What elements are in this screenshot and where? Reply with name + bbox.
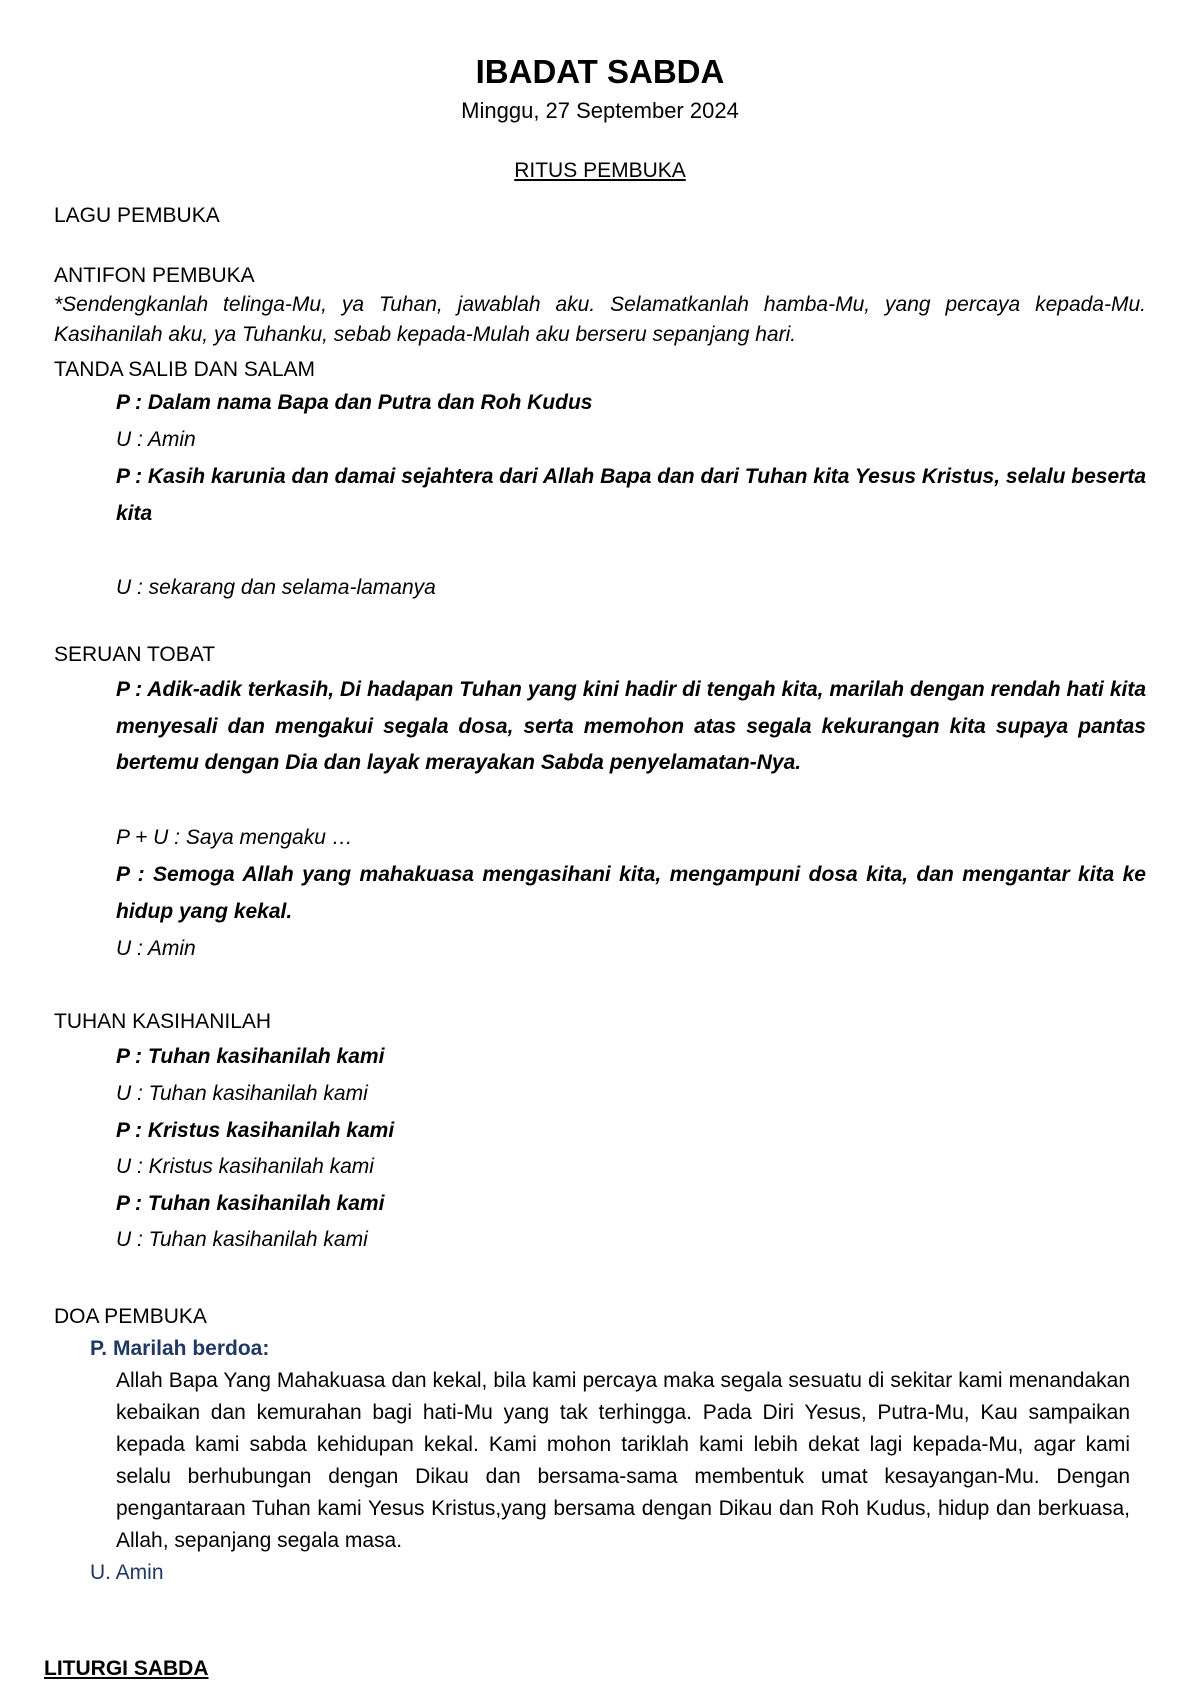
kyrie-line: U : Tuhan kasihanilah kami [116, 1082, 368, 1105]
antifon-text: *Sendengkanlah telinga-Mu, ya Tuhan, jawablah aku. Selamatkanlah hamba-Mu, yang percaya kepada-Mu. Kasihanilah aku, ya Tuhanku, sebab kepada-Mulah aku berseru sepanjang hari. [54, 293, 1146, 346]
tanda-salib-p2: P : Kasih karunia dan damai sejahtera dari Allah Bapa dan dari Tuhan kita Yesus Kristus, selalu beserta kita [116, 465, 1146, 525]
seruan-tobat-pu: P + U : Saya mengaku … [116, 826, 353, 849]
heading-doa-pembuka: DOA PEMBUKA [54, 1305, 207, 1328]
kyrie-line: P : Tuhan kasihanilah kami [116, 1045, 385, 1068]
heading-lagu-pembuka: LAGU PEMBUKA [54, 204, 220, 227]
heading-liturgi-sabda: LITURGI SABDA [44, 1657, 209, 1680]
document-title: IBADAT SABDA [475, 53, 725, 90]
section-title-ritus-pembuka: RITUS PEMBUKA [514, 159, 686, 182]
heading-antifon-pembuka: ANTIFON PEMBUKA [54, 264, 255, 287]
kyrie-line: U : Tuhan kasihanilah kami [116, 1228, 368, 1251]
heading-seruan-tobat: SERUAN TOBAT [54, 643, 216, 666]
kyrie-line: P : Tuhan kasihanilah kami [116, 1192, 385, 1215]
seruan-tobat-p2: P : Semoga Allah yang mahakuasa mengasihani kita, mengampuni dosa kita, dan mengantar kita ke hidup yang kekal. [116, 863, 1146, 923]
kyrie-line: P : Kristus kasihanilah kami [116, 1119, 395, 1142]
doa-pembuka-p: P. Marilah berdoa: [90, 1337, 270, 1360]
tanda-salib-u1: U : Amin [116, 428, 196, 451]
kyrie-line: U : Kristus kasihanilah kami [116, 1155, 374, 1178]
seruan-tobat-p1: P : Adik-adik terkasih, Di hadapan Tuhan yang kini hadir di tengah kita, marilah dengan rendah hati kita menyesali dan mengakui segala dosa, serta memohon atas segala kekurangan kita supaya pantas bertemu dengan Dia dan layak merayakan Sabda penyelamatan-Nya. [116, 678, 1146, 774]
heading-tuhan-kasihanilah: TUHAN KASIHANILAH [54, 1010, 272, 1033]
doa-pembuka-body: Allah Bapa Yang Mahakuasa dan kekal, bila kami percaya maka segala sesuatu di sekitar kami menandakan kebaikan dan kemurahan bagi hati-Mu yang tak terhingga. Pada Diri Yesus, Putra-Mu, Kau sampaikan kepada kami sabda kehidupan kekal. Kami mohon tariklah kami lebih dekat lagi kepada-Mu, agar kami selalu berhubungan dengan Dikau dan bersama-sama membentuk umat kesayangan-Mu. Dengan pengantaraan Tuhan kami Yesus Kristus,yang bersama dengan Dikau dan Roh Kudus, hidup dan berkuasa, Allah, sepanjang segala masa. [116, 1369, 1130, 1552]
document-date: Minggu, 27 September 2024 [461, 98, 739, 123]
tanda-salib-p1: P : Dalam nama Bapa dan Putra dan Roh Kudus [116, 391, 593, 414]
seruan-tobat-u: U : Amin [116, 937, 196, 960]
doa-pembuka-u: U. Amin [90, 1561, 164, 1584]
heading-tanda-salib: TANDA SALIB DAN SALAM [54, 358, 316, 381]
tanda-salib-u2: U : sekarang dan selama-lamanya [116, 576, 436, 599]
